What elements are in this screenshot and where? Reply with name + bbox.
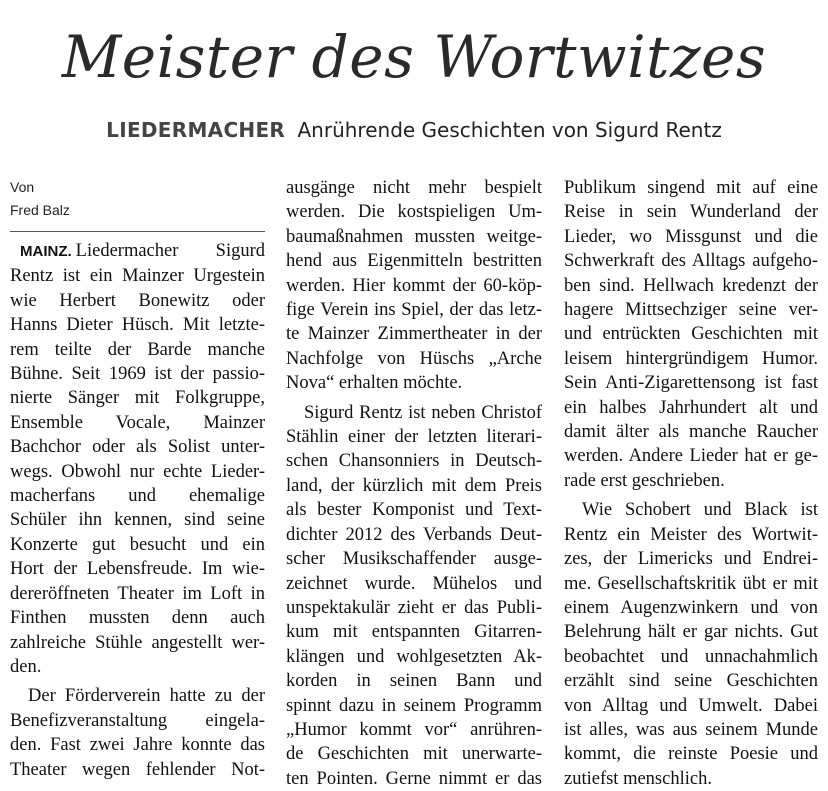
text-line: Sigurd Rentz ist neben Christof	[304, 402, 542, 423]
lead-line	[10, 239, 265, 264]
text-line: Schüler ihn kennen, sind seine	[10, 510, 265, 531]
text-line: „Humor kommt vor“ anrühren-	[286, 719, 542, 740]
byline	[10, 176, 265, 222]
text-line: werden. Die kostspieligen Um-	[286, 202, 542, 223]
text-line: Ensemble Vocale, Mainzer	[10, 412, 265, 433]
text-line: Publikum singend mit auf eine	[564, 178, 818, 198]
text-line: rem teilte der Barde manche	[10, 339, 265, 360]
text-line: als bester Komponist und Text-	[286, 500, 542, 521]
text-line: schen Chansonniers in Deutsch-	[286, 451, 542, 472]
text-line: macherfans und ehemalige	[10, 486, 265, 507]
text-line: Benefizveranstaltung eingela-	[10, 710, 265, 731]
col3-paragraph-1	[564, 176, 818, 493]
col1-paragraph-2	[10, 684, 265, 782]
text-line: und entrückten Geschichten mit	[564, 324, 818, 345]
text-line: Reise in sein Wunderland der	[564, 202, 818, 223]
text-line: Lieder, wo Missgunst und die	[564, 226, 818, 247]
text-line: zes, der Limericks und Endrei-	[564, 549, 818, 570]
text-line: zutiefst menschlich.	[564, 768, 712, 789]
col1-paragraph-1	[10, 264, 265, 679]
text-line: ein halbes Jahrhundert alt und	[564, 397, 818, 418]
col3-paragraph-2	[564, 498, 818, 791]
text-line: baumaßnahmen mussten weitge-	[286, 226, 542, 247]
text-line: kum mit entspannten Gitarren-	[286, 622, 542, 643]
text-line: Sein Anti-Zigarettensong ist fast	[564, 373, 818, 394]
text-line: hend aus Eigenmitteln bestritten	[286, 251, 542, 272]
text-line: werden. Andere Lieder hat er ge-	[564, 446, 818, 467]
byline-rule	[10, 231, 265, 232]
text-line: te Mainzer Zimmertheater in der	[286, 324, 542, 345]
text-line: Hanns Dieter Hüsch. Mit letzte-	[10, 315, 265, 336]
text-line: unspektakulär zieht er das Publi-	[286, 597, 542, 618]
text-line: Schwerkraft des Alltags aufgeho-	[564, 251, 818, 272]
deck: Anrührende Geschichten von Sigurd Rentz	[297, 118, 722, 142]
column-1	[10, 176, 265, 782]
author: Fred Balz	[10, 202, 70, 218]
text-line: Stählin einer der letzten literari-	[286, 427, 542, 448]
text-line: Der Förderverein hatte zu der	[28, 686, 265, 707]
text-line: wegs. Obwohl nur echte Lieder-	[10, 461, 265, 482]
text-line: kommt, die reinste Poesie und	[564, 744, 818, 765]
text-line: ben sind. Hellwach kredenzt der	[564, 275, 818, 296]
text-line: wie Herbert Bonewitz oder	[10, 290, 265, 311]
text-line: Nova“ erhalten möchte.	[286, 373, 463, 394]
text-line: Rentz ist ein Mainzer Urgestein	[10, 266, 265, 287]
text-line: Hort der Lebensfreude. Im wie-	[10, 559, 265, 580]
lead-text: Liedermacher Sigurd	[75, 241, 265, 261]
text-line: einem Augenzwinkern und von	[564, 597, 818, 618]
text-line: Rentz ein Meister des Wortwit-	[564, 524, 818, 545]
text-line: spinnt dazu in seinem Programm	[286, 695, 542, 716]
text-line: den. Fast zwei Jahre konnte das	[10, 735, 265, 756]
text-line: Wie Schobert und Black ist	[582, 500, 818, 521]
kicker: LIEDERMACHER	[106, 118, 286, 142]
text-line: zeichnet wurde. Mühelos und	[286, 573, 542, 594]
text-line: ten Pointen. Gerne nimmt er das	[286, 768, 542, 789]
byline-prefix: Von	[10, 179, 35, 195]
text-line: Konzerte gut besucht und ein	[10, 534, 265, 555]
text-line: dereröffneten Theater im Loft in	[10, 583, 265, 604]
text-line: Finthen mussten denn auch	[10, 608, 265, 629]
text-line: land, der kürzlich mit dem Preis	[286, 475, 542, 496]
col2-paragraph-1	[286, 176, 542, 396]
text-line: ausgänge nicht mehr bespielt	[286, 178, 542, 198]
text-line: rade erst geschrieben.	[564, 470, 725, 491]
text-line: erzählt sind seine Geschichten	[564, 671, 818, 692]
text-line: leisem hintergründigem Humor.	[564, 348, 818, 369]
text-line: damit älter als manche Raucher	[564, 422, 818, 443]
text-line: korden in seinen Bann und	[286, 671, 542, 692]
text-line: de Geschichten mit unerwarte-	[286, 744, 542, 765]
column-3	[564, 176, 818, 791]
text-line: Belehrung hält er gar nichts. Gut	[564, 622, 818, 643]
text-line: werden. Hier kommt der 60-köp-	[286, 275, 542, 296]
text-line: von Alltag und Umwelt. Dabei	[564, 695, 818, 716]
column-2	[286, 176, 542, 791]
text-line: dichter 2012 des Verbands Deut-	[286, 524, 542, 545]
text-line: fige Verein ins Spiel, der das letz-	[286, 300, 542, 321]
text-line: nierte Sänger mit Folkgruppe,	[10, 388, 265, 409]
dateline: MAINZ.	[20, 243, 72, 260]
text-line: beobachtet und unnachahmlich	[564, 646, 818, 667]
text-line: den.	[10, 656, 42, 677]
text-line: Bühne. Seit 1969 ist der passio-	[10, 364, 265, 385]
text-line: ist alles, was aus seinem Munde	[564, 719, 818, 740]
subheadline	[0, 116, 828, 144]
text-line: hagere Mittsechziger seine ver-	[564, 300, 818, 321]
text-line: zahlreiche Stühle angestellt wer-	[10, 632, 265, 653]
text-line: Theater wegen fehlender Not-	[10, 759, 265, 780]
col2-paragraph-2	[286, 401, 542, 791]
headline: Meister des Wortwitzes	[61, 23, 767, 91]
text-line: scher Musikschaffender ausge-	[286, 549, 542, 570]
text-line: me. Gesellschaftskritik übt er mit	[564, 573, 818, 594]
text-line: Nachfolge von Hüschs „Arche	[286, 348, 542, 369]
text-line: Bachchor oder als Solist unter-	[10, 437, 265, 458]
text-line: klängen und wohlgesetzten Ak-	[286, 646, 542, 667]
